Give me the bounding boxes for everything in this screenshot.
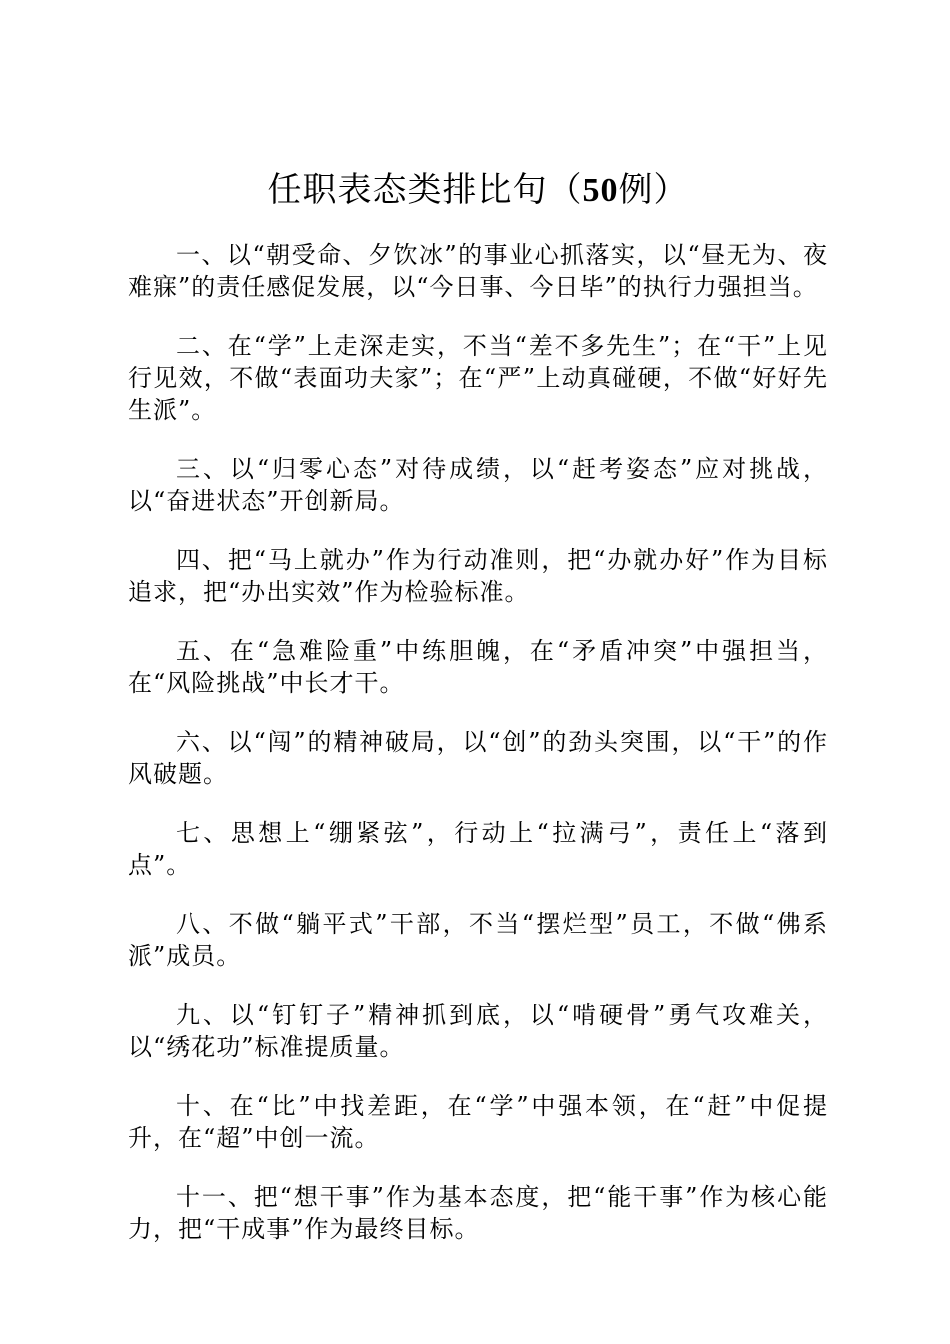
paragraph-10: 十、在“比”中找差距，在“学”中强本领，在“赶”中促提升，在“超”中创一流。 — [128, 1092, 828, 1152]
paragraph-8: 八、不做“躺平式”干部，不当“摆烂型”员工，不做“佛系派”成员。 — [128, 910, 828, 970]
paragraph-2: 二、在“学”上走深走实，不当“差不多先生”；在“干”上见行见效，不做“表面功夫家”；在“严”上动真碰硬，不做“好好先生派”。 — [128, 332, 828, 424]
paragraph-7: 七、思想上“绷紧弦”，行动上“拉满弓”，责任上“落到点”。 — [128, 819, 828, 879]
title-suffix: 例） — [618, 170, 689, 210]
paragraph-9: 九、以“钉钉子”精神抓到底，以“啃硬骨”勇气攻难关，以“绣花功”标准提质量。 — [128, 1001, 828, 1061]
paragraph-5: 五、在“急难险重”中练胆魄，在“矛盾冲突”中强担当，在“风险挑战”中长才干。 — [128, 637, 828, 697]
page-title — [128, 168, 828, 213]
paragraph-6: 六、以“闯”的精神破局，以“创”的劲头突围，以“干”的作风破题。 — [128, 728, 828, 788]
title-prefix: 任职表态类排比句（ — [267, 170, 583, 210]
paragraph-3: 三、以“归零心态”对待成绩，以“赶考姿态”应对挑战，以“奋进状态”开创新局。 — [128, 455, 828, 515]
paragraph-4: 四、把“马上就办”作为行动准则，把“办就办好”作为目标追求，把“办出实效”作为检验标准。 — [128, 546, 828, 606]
paragraph-1: 一、以“朝受命、夕饮冰”的事业心抓落实，以“昼无为、夜难寐”的责任感促发展，以“今日事、今日毕”的执行力强担当。 — [128, 241, 828, 301]
title-number: 50 — [582, 172, 619, 209]
paragraph-11: 十一、把“想干事”作为基本态度，把“能干事”作为核心能力，把“干成事”作为最终目标。 — [128, 1183, 828, 1243]
